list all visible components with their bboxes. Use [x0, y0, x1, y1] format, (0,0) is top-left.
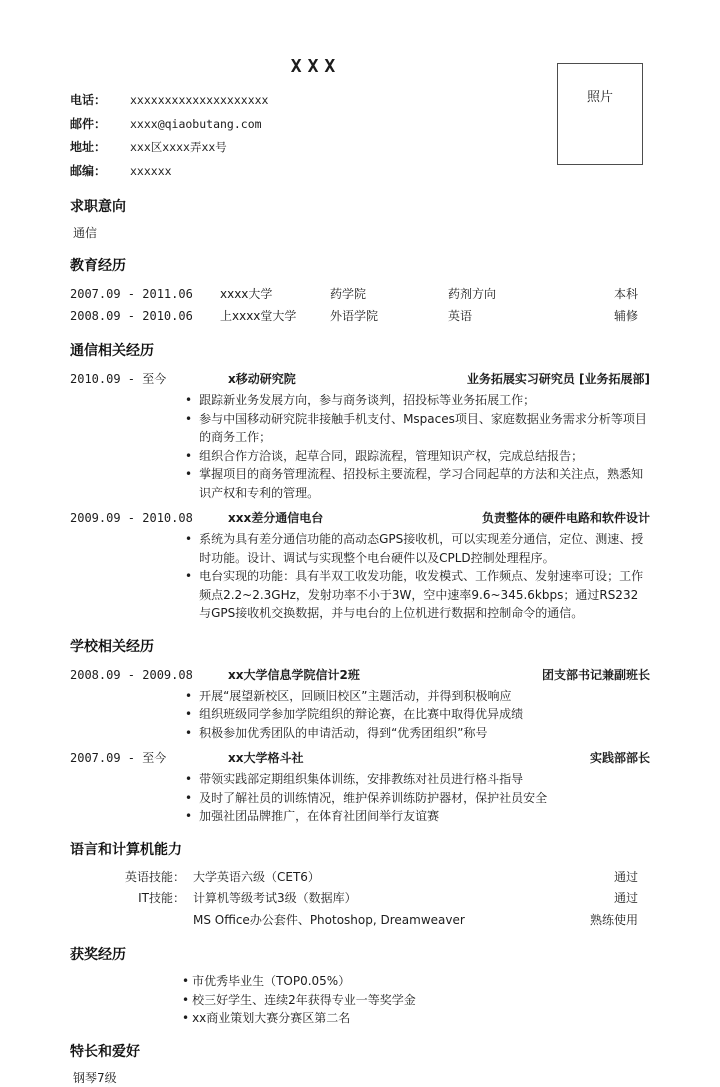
- job-role: 实践部部长: [589, 751, 650, 765]
- edu-period: 2008.09 - 2010.06: [70, 309, 193, 323]
- job-org: xx大学格斗社: [228, 751, 304, 765]
- zipcode-label: 邮编：: [70, 163, 107, 178]
- resume-name: XXX: [290, 56, 342, 77]
- edu-school: 上xxxx堂大学: [220, 309, 297, 323]
- zipcode-value: xxxxxx: [130, 163, 172, 178]
- job-header: [70, 368, 650, 390]
- bullet-dot: •: [185, 688, 193, 703]
- job-bullets: [185, 530, 650, 623]
- phone-value: xxxxxxxxxxxxxxxxxxxx: [130, 93, 269, 107]
- skill-item: 计算机等级考试3级（数据库）: [193, 891, 357, 905]
- section-title-comm-experience: 通信相关经历: [70, 343, 154, 359]
- bullet-item: • 组织班级同学参加学院组织的辩论赛，在比赛中取得优异成绩: [185, 705, 650, 724]
- job-role: 业务拓展实习研究员 [业务拓展部]: [466, 372, 650, 386]
- bullet-dot: •: [185, 467, 193, 481]
- bullet-item: • 掌握项目的商务管理流程、招投标主要流程，学习合同起草的方法和关注点，熟悉知识产权和专利的管理。: [185, 465, 650, 502]
- skill-row-english: [70, 867, 650, 889]
- award-item: • 校三好学生、连续2年获得专业一等奖学金: [182, 991, 650, 1010]
- bullet-dot: •: [185, 707, 193, 721]
- bullet-item: • 系统为具有差分通信功能的高动态GPS接收机，可以实现差分通信，定位、测速、授时功能。设计、调试与实现整个电台硬件以及CPLD控制处理程序。: [185, 530, 650, 567]
- job-role: 团支部书记兼副班长: [541, 667, 650, 682]
- job-header: [70, 507, 650, 529]
- bullet-dot: •: [185, 772, 193, 786]
- award-item: • xx商业策划大赛分赛区第二名: [182, 1009, 650, 1028]
- bullet-dot: •: [185, 532, 193, 546]
- job-period: 2010.09 - 至今: [70, 372, 167, 386]
- job-period: 2008.09 - 2009.08: [70, 667, 193, 682]
- edu-major: 英语: [448, 309, 473, 323]
- skill-status: 熟练使用: [589, 912, 638, 927]
- section-title-skills: 语言和计算机能力: [70, 841, 182, 858]
- job-org: xx大学信息学院信计2班: [228, 667, 360, 682]
- address-label: 地址：: [70, 140, 107, 154]
- bullet-item: • 带领实践部定期组织集体训练，安排教练对社员进行格斗指导: [185, 770, 650, 789]
- job-entry: [70, 507, 650, 623]
- job-bullets: [185, 391, 650, 502]
- job-bullets: [185, 770, 650, 826]
- awards-bullets: [182, 972, 650, 1028]
- bullet-item: • 加强社团品牌推广，在体育社团间举行友谊赛: [185, 807, 650, 826]
- job-org: x移动研究院: [228, 372, 296, 386]
- bullet-dot: •: [185, 448, 193, 463]
- section-title-school-experience: 学校相关经历: [70, 638, 154, 655]
- awards-section: [70, 944, 650, 1028]
- bullet-dot: •: [185, 393, 193, 407]
- bullet-dot: •: [185, 411, 193, 426]
- bullet-dot: •: [185, 809, 193, 823]
- skill-row-it: [70, 888, 650, 910]
- bullet-dot: •: [182, 974, 190, 988]
- edu-college: 外语学院: [330, 309, 379, 323]
- edu-period: 2007.09 - 2011.06: [70, 287, 193, 301]
- job-entry: [70, 664, 650, 743]
- job-bullets: [185, 687, 650, 743]
- address-value: xxx区xxxx弄xx号: [130, 140, 227, 154]
- bullet-item: • 开展“展望新校区，回顾旧校区”主题活动，并得到积极响应: [185, 687, 650, 706]
- skill-status: 通过: [613, 869, 638, 884]
- skill-row-office: [70, 910, 650, 932]
- edu-degree: 本科: [613, 287, 638, 301]
- hobbies-content: 钢琴7级: [73, 1070, 117, 1085]
- job-period: 2009.09 - 2010.08: [70, 511, 193, 525]
- bullet-item: • 组织合作方洽谈，起草合同，跟踪流程，管理知识产权，完成总结报告；: [185, 447, 650, 466]
- bullet-item: • 电台实现的功能：具有半双工收发功能，收发模式、工作频点、发射速率可设；工作频点2.2~2.3GHz，发射功率不小于3W，空中速率9.6~345.6kbps；通过RS232与GPS接收机交换数据，并与电台的上位机进行数据和控制命令的通信。: [185, 567, 650, 623]
- job-header: [70, 664, 650, 686]
- section-title-education: 教育经历: [70, 258, 126, 274]
- award-item: • 市优秀毕业生（TOP0.05%）: [182, 972, 650, 991]
- bullet-dot: •: [185, 569, 193, 583]
- email-value: xxxx@qiaobutang.com: [130, 116, 262, 131]
- section-title-objective: 求职意向: [70, 199, 126, 215]
- section-title-awards: 获奖经历: [70, 947, 126, 963]
- education-row: [70, 305, 650, 327]
- email-label: 邮件：: [70, 116, 107, 131]
- skill-status: 通过: [613, 891, 638, 905]
- job-entry: [70, 368, 650, 502]
- job-period: 2007.09 - 至今: [70, 751, 167, 765]
- skill-label: IT技能：: [138, 891, 185, 905]
- edu-college: 药学院: [330, 287, 367, 301]
- skill-item: MS Office办公套件、Photoshop, Dreamweaver: [193, 912, 465, 927]
- edu-degree: 辅修: [613, 309, 638, 323]
- bullet-item: • 及时了解社员的训练情况，维护保养训练防护器材，保护社员安全: [185, 789, 650, 808]
- edu-major: 药剂方向: [448, 287, 497, 301]
- skill-label: [70, 910, 185, 932]
- bullet-dot: •: [182, 1011, 190, 1025]
- photo-label: 照片: [586, 90, 613, 105]
- edu-school: xxxx大学: [220, 287, 273, 301]
- job-entry: [70, 747, 650, 826]
- bullet-item: • 参与中国移动研究院非接触手机支付、Mspaces项目、家庭数据业务需求分析等项目的商务工作；: [185, 410, 650, 447]
- phone-label: 电话：: [70, 93, 107, 107]
- section-title-hobbies: 特长和爱好: [70, 1043, 140, 1060]
- education-row: [70, 283, 650, 305]
- bullet-dot: •: [185, 725, 193, 740]
- objective-content: 通信: [73, 226, 98, 240]
- skill-item: 大学英语六级（CET6）: [193, 869, 320, 884]
- bullet-dot: •: [182, 992, 190, 1007]
- bullet-item: • 积极参加优秀团队的申请活动，得到“优秀团组织”称号: [185, 724, 650, 743]
- skill-label: 英语技能：: [124, 869, 185, 884]
- bullet-dot: •: [185, 790, 193, 805]
- job-org: xxx差分通信电台: [228, 511, 324, 525]
- photo-placeholder: [557, 63, 643, 165]
- bullet-item: • 跟踪新业务发展方向，参与商务谈判，招投标等业务拓展工作；: [185, 391, 650, 410]
- job-role: 负责整体的硬件电路和软件设计: [481, 511, 650, 525]
- job-header: [70, 747, 650, 769]
